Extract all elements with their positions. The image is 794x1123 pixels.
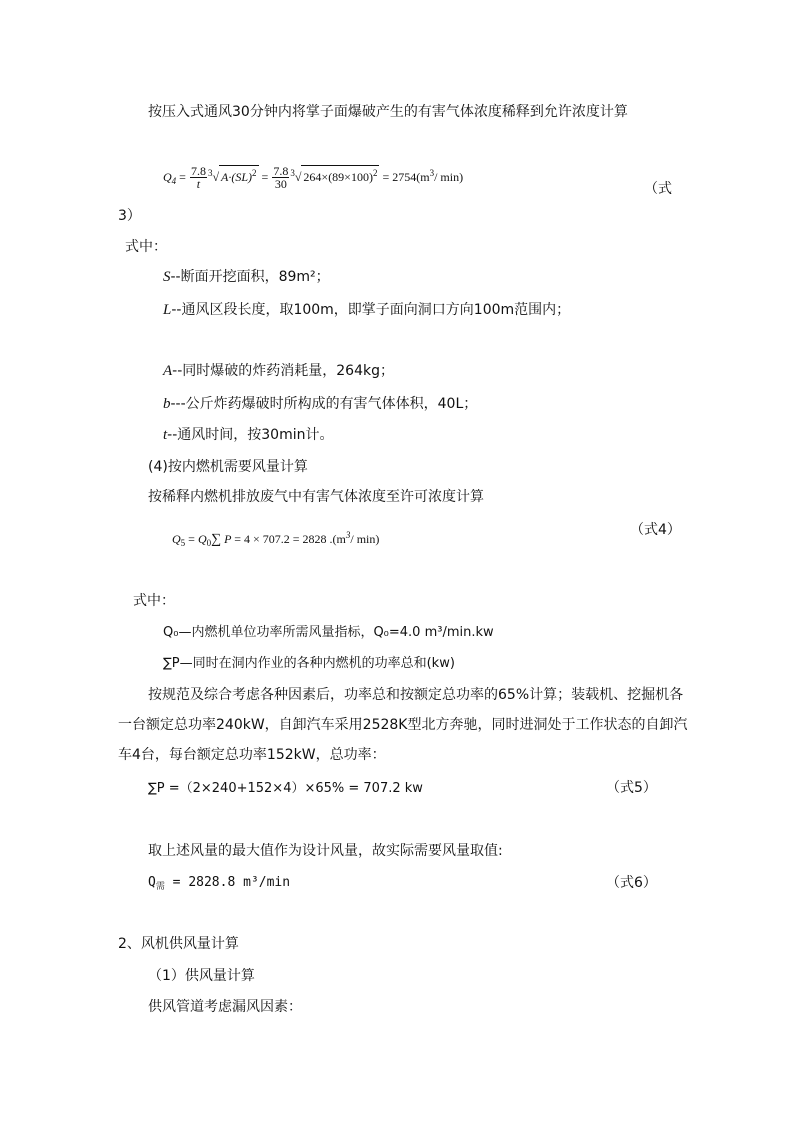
paragraph-4: 按稀释内燃机排放废气中有害气体浓度至许可浓度计算: [148, 489, 484, 505]
fraction-denominator: t: [196, 177, 201, 192]
formula-5: ∑P =（2×240+152×4）×65% = 707.2 kw: [148, 781, 423, 796]
equation-tag-3a: （式: [644, 181, 672, 197]
exponent: 3: [429, 168, 435, 178]
root-index: 3: [290, 168, 295, 178]
formula-subscript: 0: [206, 538, 212, 548]
formula-symbol: Q: [163, 170, 172, 184]
definition-a: [163, 362, 394, 380]
equation-tag-4: （式4）: [630, 522, 681, 538]
formula-result: = 2828.8 m³/min: [164, 875, 291, 890]
formula-operator: =: [261, 170, 269, 184]
where-label: 式中：: [125, 239, 167, 255]
exponent: 3: [345, 530, 351, 540]
paragraph-line-1: 按规范及综合考虑各种因素后，功率总和按额定总功率的65%计算；装载机、挖掘机各: [148, 687, 684, 703]
definition-l: [163, 301, 570, 319]
paragraph-line-3: 车4台，每台额定总功率152kW，总功率：: [118, 747, 386, 763]
symbol-a: A: [163, 363, 173, 379]
radical-icon: √: [212, 170, 220, 184]
formula-symbol: Q: [197, 532, 207, 546]
definition-text: --通风区段长度，取100m，即掌子面向洞口方向100m范围内；: [171, 302, 571, 318]
formula-subscript: 5: [180, 538, 186, 548]
formula-operator: =: [188, 532, 195, 546]
exponent: 2: [372, 168, 378, 178]
definition-text: --同时爆破的炸药消耗量，264kg；: [172, 363, 394, 379]
formula-result: = 4 × 707.2 = 2828 .(m: [234, 532, 346, 546]
paragraph-max: 取上述风量的最大值作为设计风量，故实际需要风量取值:: [148, 843, 503, 859]
symbol-b: b: [163, 396, 171, 412]
definition-t: [163, 426, 334, 444]
formula-subscript: 需: [155, 882, 165, 892]
equation-tag-5: （式5）: [606, 780, 657, 796]
definition-text: --通风时间，按30min计。: [167, 427, 334, 443]
fraction-1: [190, 165, 207, 191]
symbol-s: S: [163, 269, 171, 285]
where-label-2: 式中：: [133, 593, 175, 609]
formula-symbol: Q: [148, 875, 156, 890]
fraction-denominator: 30: [274, 177, 287, 192]
formula-result-unit: / min): [350, 532, 380, 546]
radicand-1: [219, 165, 259, 184]
paragraph-intro: 按压入式通风30分钟内将掌子面爆破产生的有害气体浓度稀释到允许浓度计算: [148, 104, 628, 120]
section-heading-2: 2、风机供风量计算: [118, 936, 239, 952]
radicand-2: [301, 165, 379, 184]
definition-q0: Q₀—内燃机单位功率所需风量指标，Q₀=4.0 m³/min.kw: [163, 625, 494, 640]
definition-text: --断面开挖面积，89m²；: [170, 269, 330, 285]
fraction-2: [272, 165, 289, 191]
symbol-l: L: [163, 302, 172, 318]
sum-icon: ∑: [211, 532, 222, 547]
subheading-2-1: （1）供风量计算: [148, 968, 255, 984]
definition-sum-p: ∑P—同时在洞内作业的各种内燃机的功率总和(kw): [163, 656, 455, 671]
fraction-numerator: 7.8: [273, 164, 289, 179]
paragraph-line-2: 一台额定总功率240kW，自卸汽车采用2528K型北方奔驰，同时进洞处于工作状态的自卸汽: [118, 717, 688, 733]
formula-operator: =: [179, 170, 186, 184]
exponent: 2: [252, 168, 257, 178]
formula-result: = 2754(m: [382, 170, 430, 184]
subheading-4: (4)按内燃机需要风量计算: [148, 459, 308, 475]
radicand-text: A·(SL): [221, 170, 253, 184]
symbol-t: t: [163, 427, 168, 443]
formula-result-unit: / min): [434, 170, 464, 184]
formula-symbol: Q: [172, 532, 181, 546]
radicand-text: 264×(89×100): [303, 170, 373, 184]
definition-text: ---公斤炸药爆破时所构成的有害气体体积，40L；: [170, 396, 478, 412]
paragraph-2: 供风管道考虑漏风因素：: [148, 999, 302, 1015]
formula-4: [172, 526, 379, 552]
radical-icon: √: [294, 170, 302, 184]
root-index: 3: [207, 168, 213, 178]
definition-b: [163, 395, 477, 413]
formula-3: [163, 164, 463, 191]
equation-tag-6: （式6）: [606, 875, 657, 891]
fraction-numerator: 7.8: [190, 164, 206, 179]
formula-6: [148, 874, 290, 896]
formula-symbol: P: [224, 532, 232, 546]
definition-s: [163, 268, 330, 286]
formula-subscript: 4: [171, 176, 177, 186]
equation-tag-3b: 3）: [118, 208, 141, 224]
